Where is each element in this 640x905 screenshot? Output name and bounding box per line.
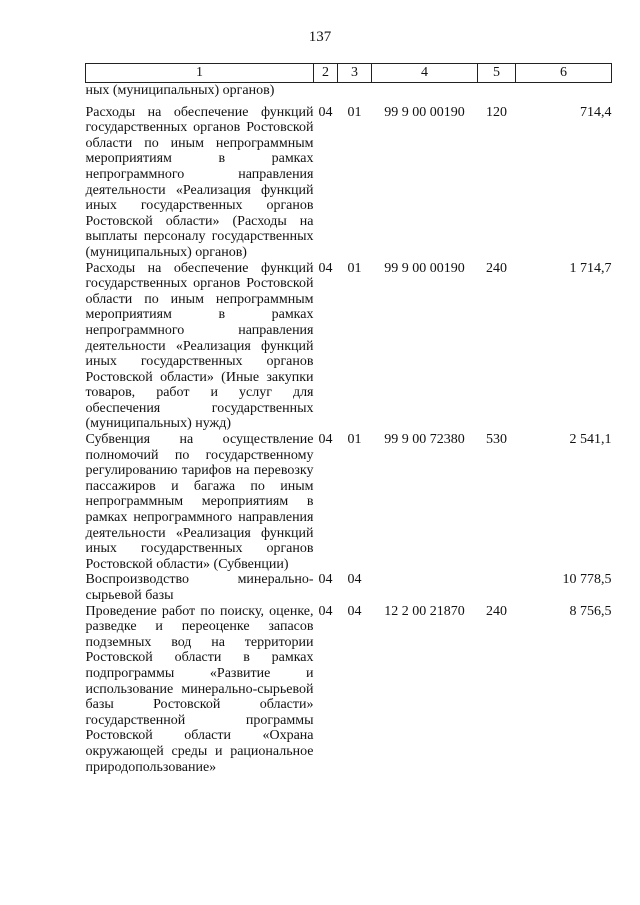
row-expense-type: 120 bbox=[486, 104, 507, 120]
row-subsection: 04 bbox=[347, 572, 362, 588]
table-header-row bbox=[86, 64, 612, 83]
row-target-article bbox=[372, 572, 478, 603]
table-row bbox=[86, 604, 612, 776]
row-name: Расходы на обеспечение функций государственных органов Ростовской области по иным непрограммным мероприятиям в рамках непрограммного направления деятельности «Реализация функций иных государственных органов Ростовской области» (Расходы на выплаты персоналу государственных (муниципальных) органов) bbox=[85, 104, 314, 260]
row-amount: 10 778,5 bbox=[562, 572, 612, 588]
header-col-1: 1 bbox=[86, 64, 314, 83]
table-row bbox=[86, 105, 612, 261]
table-row bbox=[86, 432, 612, 572]
row-name: Субвенция на осуществление полномочий по государственному регулированию тарифов на перевозку пассажиров и багажа по иным непрограммным мероприятиям в рамках непрограммного направления деятельности «Реализация функций иных государственных органов Ростовской области» (Субвенции) bbox=[85, 432, 314, 572]
row-expense-type: 530 bbox=[486, 432, 507, 448]
row-target-article: 99 9 00 00190 bbox=[384, 104, 465, 120]
row-subsection: 04 bbox=[347, 603, 362, 619]
row-amount: 1 714,7 bbox=[569, 260, 612, 276]
row-amount: 8 756,5 bbox=[569, 603, 612, 619]
header-col-5: 5 bbox=[478, 64, 516, 83]
row-expense-type bbox=[478, 572, 516, 603]
budget-table bbox=[85, 63, 612, 775]
row-expense-type: 240 bbox=[486, 260, 507, 276]
row-name: Расходы на обеспечение функций государственных органов Ростовской области по иным непрограммным мероприятиям в рамках непрограммного направления деятельности «Реализация функций иных государственных органов Ростовской области» (Иные закупки товаров, работ и услуг для обеспечения государственных (муниципальных) нужд) bbox=[85, 260, 314, 432]
row-section: 04 bbox=[318, 572, 333, 588]
table-row-continuation bbox=[86, 83, 612, 105]
row-subsection: 01 bbox=[347, 432, 362, 448]
row-section: 04 bbox=[318, 432, 333, 448]
table-row bbox=[86, 261, 612, 433]
row-name: ных (муниципальных) органов) bbox=[85, 83, 275, 98]
row-target-article: 99 9 00 72380 bbox=[384, 432, 465, 448]
row-name: Проведение работ по поиску, оценке, разведке и переоценке запасов подземных вод на территории Ростовской области в рамках подпрограммы «Развитие и использование минерально-сырьевой базы Ростовской области» государственной программы Ростовской области «Охрана окружающей среды и рациональное природопользование» bbox=[85, 603, 314, 775]
row-section: 04 bbox=[318, 104, 333, 120]
row-subsection: 01 bbox=[347, 260, 362, 276]
header-col-6: 6 bbox=[516, 64, 612, 83]
header-col-4: 4 bbox=[372, 64, 478, 83]
row-amount: 2 541,1 bbox=[569, 432, 612, 448]
row-section: 04 bbox=[318, 260, 333, 276]
row-name: Воспроизводство минерально-сырьевой базы bbox=[85, 572, 314, 603]
header-col-3: 3 bbox=[338, 64, 372, 83]
row-subsection: 01 bbox=[347, 104, 362, 120]
row-expense-type: 240 bbox=[486, 603, 507, 619]
table-row bbox=[86, 572, 612, 603]
page-number: 137 bbox=[308, 29, 332, 45]
header-col-2: 2 bbox=[314, 64, 338, 83]
row-section: 04 bbox=[318, 603, 333, 619]
row-amount: 714,4 bbox=[580, 104, 612, 120]
row-target-article: 12 2 00 21870 bbox=[384, 603, 465, 619]
row-target-article: 99 9 00 00190 bbox=[384, 260, 465, 276]
